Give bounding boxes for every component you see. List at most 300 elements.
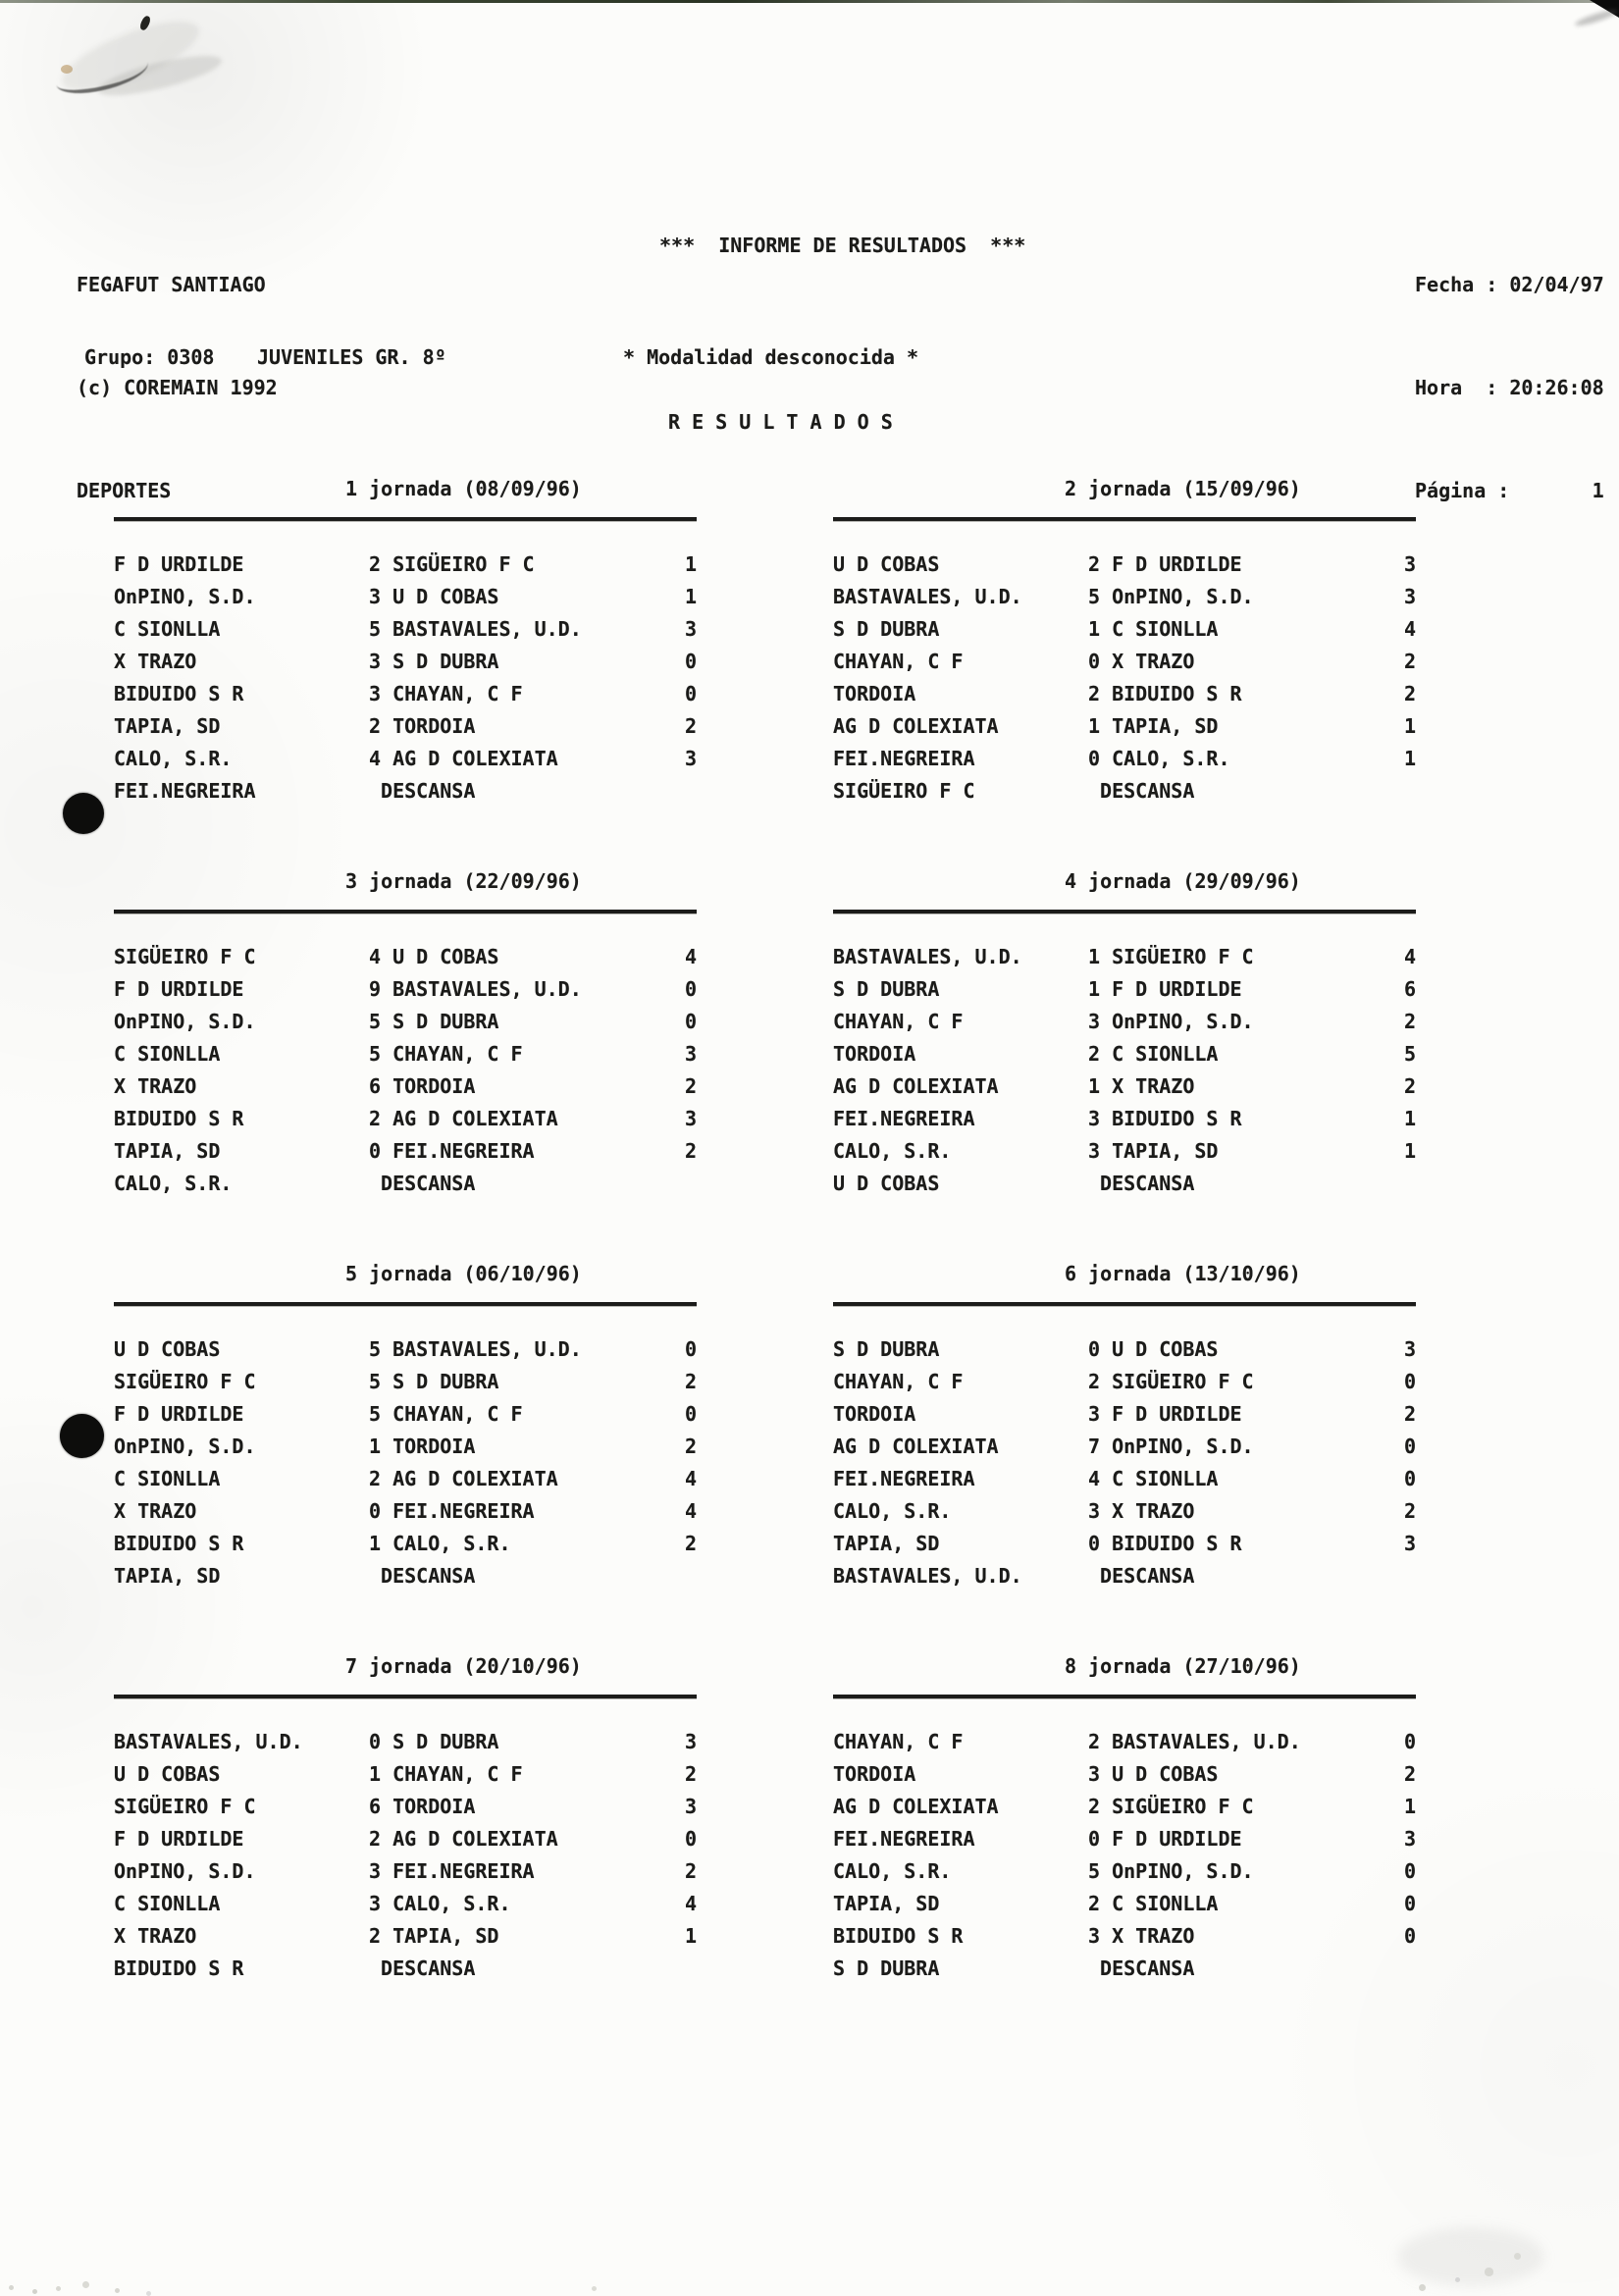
away-score: 0: [1403, 1435, 1416, 1458]
home-team: CHAYAN, C F: [833, 650, 964, 673]
home-score: 1: [1088, 945, 1101, 968]
match-middle: [1088, 775, 1392, 808]
jornada-block: [833, 1262, 1416, 1592]
jornada-title: 3 jornada (22/09/96): [345, 869, 582, 893]
home-team: CALO, S.R.: [833, 1499, 952, 1523]
home-team: C SIONLLA: [114, 1042, 221, 1066]
home-score: 4: [1088, 1467, 1101, 1490]
match-middle: [369, 1953, 673, 1985]
match-row: [833, 775, 1416, 808]
away-team: OnPINO, S.D.: [1112, 1010, 1254, 1033]
away-score: 0: [1403, 1892, 1416, 1915]
match-row: [833, 1953, 1416, 1985]
away-score: 3: [684, 1107, 697, 1130]
home-team: U D COBAS: [833, 552, 940, 576]
home-team: TORDOIA: [833, 1762, 916, 1786]
jornada-block: [114, 477, 697, 808]
match-middle: [1088, 1366, 1392, 1398]
jornada-results: [833, 548, 1416, 808]
match-row: [114, 1920, 697, 1953]
match-row: [833, 1791, 1416, 1823]
away-score: 4: [684, 1892, 697, 1915]
match-row: [114, 775, 697, 808]
jornada-block: [114, 1262, 697, 1592]
home-score: 0: [369, 1730, 382, 1753]
match-row: [114, 1135, 697, 1168]
match-middle: [369, 1888, 673, 1920]
match-middle: [369, 1168, 673, 1200]
match-row: [114, 613, 697, 646]
away-team: TORDOIA: [392, 1435, 476, 1458]
match-middle: [1088, 1168, 1392, 1200]
match-row: [114, 1431, 697, 1463]
jornada-results: [833, 941, 1416, 1200]
home-score: [369, 1957, 381, 1980]
home-team: F D URDILDE: [114, 552, 244, 576]
away-team: S D DUBRA: [392, 1370, 499, 1393]
away-score: 3: [1403, 585, 1416, 608]
home-score: 1: [1088, 617, 1101, 641]
away-team: OnPINO, S.D.: [1112, 585, 1254, 608]
home-score: 5: [369, 1370, 382, 1393]
jornada-title: 6 jornada (13/10/96): [1065, 1262, 1301, 1285]
away-score: 0: [684, 977, 697, 1001]
home-team: FEI.NEGREIRA: [833, 1467, 975, 1490]
away-team: AG D COLEXIATA: [392, 1467, 558, 1490]
match-middle: [369, 1855, 673, 1888]
away-score: 3: [1403, 552, 1416, 576]
home-score: [1088, 779, 1100, 803]
away-team: CHAYAN, C F: [392, 1042, 523, 1066]
away-team: X TRAZO: [1112, 650, 1195, 673]
group-label: Grupo: 0308: [84, 345, 215, 369]
scan-smudge: [1397, 2227, 1544, 2286]
match-middle: [1088, 1920, 1392, 1953]
away-team: CHAYAN, C F: [392, 1762, 523, 1786]
home-score: 2: [1088, 1370, 1101, 1393]
away-score: [673, 1560, 697, 1592]
away-team: CALO, S.R.: [1112, 747, 1230, 770]
match-middle: [1088, 613, 1392, 646]
jornada-title: 1 jornada (08/09/96): [345, 477, 582, 500]
match-row: [833, 1038, 1416, 1070]
away-team: TORDOIA: [392, 1795, 476, 1818]
match-row: [833, 710, 1416, 743]
match-middle: [1088, 1135, 1392, 1168]
home-score: 3: [1088, 1924, 1101, 1948]
home-score: 4: [369, 945, 382, 968]
home-team: CHAYAN, C F: [833, 1010, 964, 1033]
match-row: [833, 613, 1416, 646]
jornada-results: [114, 548, 697, 808]
match-middle: [369, 1758, 673, 1791]
home-team: SIGÜEIRO F C: [114, 1370, 256, 1393]
match-row: [833, 1888, 1416, 1920]
home-team: F D URDILDE: [114, 1827, 244, 1851]
home-team: S D DUBRA: [833, 1957, 940, 1980]
jornada-divider: [833, 910, 1416, 913]
home-team: BIDUIDO S R: [114, 1107, 244, 1130]
match-middle: [369, 710, 673, 743]
away-team: DESCANSA: [1100, 1564, 1195, 1588]
home-score: 2: [369, 714, 382, 738]
away-score: 1: [1403, 1107, 1416, 1130]
home-team: BASTAVALES, U.D.: [833, 585, 1022, 608]
away-score: 4: [684, 1499, 697, 1523]
away-team: DESCANSA: [381, 1172, 476, 1195]
match-row: [833, 1495, 1416, 1528]
home-team: X TRAZO: [114, 1499, 197, 1523]
match-middle: [369, 775, 673, 808]
match-row: [114, 646, 697, 678]
away-score: 3: [1403, 1337, 1416, 1361]
match-row: [114, 1070, 697, 1103]
away-team: C SIONLLA: [1112, 1892, 1219, 1915]
match-middle: [1088, 1038, 1392, 1070]
away-team: DESCANSA: [1100, 779, 1195, 803]
away-team: BASTAVALES, U.D.: [1112, 1730, 1301, 1753]
match-middle: [1088, 1006, 1392, 1038]
jornada-block: [833, 477, 1416, 808]
home-score: 3: [1088, 1107, 1101, 1130]
home-team: X TRAZO: [114, 650, 197, 673]
home-team: AG D COLEXIATA: [833, 1435, 999, 1458]
home-team: U D COBAS: [833, 1172, 940, 1195]
match-middle: [369, 1726, 673, 1758]
jornada-block: [833, 869, 1416, 1200]
match-row: [114, 973, 697, 1006]
away-score: 3: [684, 1042, 697, 1066]
match-row: [114, 1168, 697, 1200]
home-score: [369, 1172, 381, 1195]
jornada-divider: [114, 1302, 697, 1306]
match-middle: [1088, 1398, 1392, 1431]
jornada-divider: [114, 517, 697, 521]
home-team: FEI.NEGREIRA: [833, 1107, 975, 1130]
home-team: C SIONLLA: [114, 617, 221, 641]
home-score: [369, 1564, 381, 1588]
away-team: U D COBAS: [1112, 1762, 1219, 1786]
match-middle: [369, 1431, 673, 1463]
match-row: [114, 1366, 697, 1398]
home-score: 0: [1088, 747, 1101, 770]
match-row: [833, 1070, 1416, 1103]
away-team: CALO, S.R.: [392, 1892, 511, 1915]
match-middle: [1088, 678, 1392, 710]
away-team: BIDUIDO S R: [1112, 682, 1242, 705]
home-score: 3: [369, 1892, 382, 1915]
away-score: [673, 1953, 697, 1985]
match-row: [114, 1528, 697, 1560]
away-team: U D COBAS: [392, 585, 499, 608]
away-team: SIGÜEIRO F C: [392, 552, 535, 576]
away-score: 0: [684, 1337, 697, 1361]
match-row: [114, 1855, 697, 1888]
away-team: SIGÜEIRO F C: [1112, 1795, 1254, 1818]
match-row: [833, 1366, 1416, 1398]
home-score: 3: [1088, 1762, 1101, 1786]
home-score: 4: [369, 747, 382, 770]
home-score: [1088, 1564, 1100, 1588]
match-row: [833, 548, 1416, 581]
match-middle: [369, 1038, 673, 1070]
home-score: 1: [369, 1762, 382, 1786]
jornada-divider: [833, 1695, 1416, 1698]
away-score: 1: [1403, 1139, 1416, 1163]
away-team: DESCANSA: [1100, 1957, 1195, 1980]
away-score: 0: [1403, 1924, 1416, 1948]
match-row: [114, 1006, 697, 1038]
away-team: X TRAZO: [1112, 1924, 1195, 1948]
home-score: 2: [369, 1827, 382, 1851]
home-team: SIGÜEIRO F C: [114, 1795, 256, 1818]
match-middle: [1088, 1823, 1392, 1855]
home-score: [1088, 1172, 1100, 1195]
copyright-line: (c) COREMAIN 1992: [77, 376, 278, 399]
match-row: [833, 1398, 1416, 1431]
home-score: 2: [369, 1107, 382, 1130]
home-team: BIDUIDO S R: [833, 1924, 964, 1948]
match-row: [833, 1431, 1416, 1463]
match-middle: [369, 1495, 673, 1528]
away-team: DESCANSA: [1100, 1172, 1195, 1195]
home-score: 2: [1088, 552, 1101, 576]
jornada-divider: [114, 910, 697, 913]
away-score: 2: [1403, 1074, 1416, 1098]
away-team: S D DUBRA: [392, 650, 499, 673]
match-middle: [1088, 1528, 1392, 1560]
away-team: F D URDILDE: [1112, 552, 1242, 576]
match-middle: [369, 1333, 673, 1366]
home-score: 2: [1088, 1042, 1101, 1066]
date-line: Fecha : 02/04/97: [1415, 273, 1604, 296]
jornada-title: 5 jornada (06/10/96): [345, 1262, 582, 1285]
away-team: CHAYAN, C F: [392, 1402, 523, 1426]
match-middle: [369, 1135, 673, 1168]
away-team: C SIONLLA: [1112, 1467, 1219, 1490]
away-team: BASTAVALES, U.D.: [392, 1337, 582, 1361]
away-team: BASTAVALES, U.D.: [392, 977, 582, 1001]
away-score: 0: [684, 1010, 697, 1033]
match-row: [114, 1398, 697, 1431]
jornada-results: [833, 1726, 1416, 1985]
match-row: [833, 1560, 1416, 1592]
home-team: BIDUIDO S R: [114, 1957, 244, 1980]
home-score: 5: [369, 1337, 382, 1361]
scan-edge-strip: [0, 0, 1619, 3]
match-row: [114, 548, 697, 581]
home-team: SIGÜEIRO F C: [114, 945, 256, 968]
match-middle: [1088, 743, 1392, 775]
match-middle: [1088, 1758, 1392, 1791]
match-row: [833, 1528, 1416, 1560]
away-team: AG D COLEXIATA: [392, 1827, 558, 1851]
home-team: AG D COLEXIATA: [833, 1795, 999, 1818]
match-row: [833, 973, 1416, 1006]
home-team: BASTAVALES, U.D.: [114, 1730, 303, 1753]
home-score: 6: [369, 1795, 382, 1818]
jornada-title: 2 jornada (15/09/96): [1065, 477, 1301, 500]
home-team: TORDOIA: [833, 1402, 916, 1426]
home-score: 9: [369, 977, 382, 1001]
jornada-results: [114, 941, 697, 1200]
department-line: DEPORTES: [77, 479, 172, 502]
away-team: TAPIA, SD: [1112, 1139, 1219, 1163]
report-title: *** INFORME DE RESULTADOS ***: [659, 234, 1026, 257]
away-team: AG D COLEXIATA: [392, 1107, 558, 1130]
home-score: 7: [1088, 1435, 1101, 1458]
away-score: [1392, 1560, 1416, 1592]
away-score: 2: [684, 1370, 697, 1393]
away-score: 0: [1403, 1467, 1416, 1490]
match-middle: [369, 646, 673, 678]
home-team: F D URDILDE: [114, 977, 244, 1001]
home-score: [369, 779, 381, 803]
away-team: X TRAZO: [1112, 1499, 1195, 1523]
home-team: FEI.NEGREIRA: [833, 1827, 975, 1851]
page-number-line: Página : 1: [1415, 479, 1604, 502]
home-team: X TRAZO: [114, 1074, 197, 1098]
away-score: 1: [684, 1924, 697, 1948]
away-score: 5: [1403, 1042, 1416, 1066]
home-team: CALO, S.R.: [114, 1172, 233, 1195]
match-middle: [1088, 1070, 1392, 1103]
away-score: 0: [684, 1402, 697, 1426]
away-score: 2: [1403, 682, 1416, 705]
match-row: [833, 743, 1416, 775]
home-score: 3: [369, 650, 382, 673]
away-team: SIGÜEIRO F C: [1112, 1370, 1254, 1393]
away-score: 2: [684, 1074, 697, 1098]
home-score: 5: [369, 617, 382, 641]
away-score: 6: [1403, 977, 1416, 1001]
away-score: 0: [684, 650, 697, 673]
away-score: 0: [1403, 1859, 1416, 1883]
away-team: SIGÜEIRO F C: [1112, 945, 1254, 968]
match-middle: [1088, 1726, 1392, 1758]
home-team: TORDOIA: [833, 1042, 916, 1066]
home-team: OnPINO, S.D.: [114, 1435, 256, 1458]
home-score: 1: [1088, 714, 1101, 738]
away-team: C SIONLLA: [1112, 1042, 1219, 1066]
away-team: S D DUBRA: [392, 1730, 499, 1753]
match-middle: [1088, 1431, 1392, 1463]
match-row: [114, 1888, 697, 1920]
home-score: 3: [1088, 1402, 1101, 1426]
home-team: OnPINO, S.D.: [114, 585, 256, 608]
home-team: CHAYAN, C F: [833, 1370, 964, 1393]
away-score: 1: [1403, 747, 1416, 770]
home-score: 5: [369, 1402, 382, 1426]
match-row: [833, 1920, 1416, 1953]
away-score: 3: [1403, 1827, 1416, 1851]
match-middle: [369, 941, 673, 973]
scan-specks: [0, 0, 3, 3]
match-row: [833, 1333, 1416, 1366]
match-middle: [369, 1791, 673, 1823]
match-middle: [369, 1823, 673, 1855]
match-middle: [1088, 1333, 1392, 1366]
home-team: U D COBAS: [114, 1337, 221, 1361]
away-score: 1: [684, 585, 697, 608]
away-score: 0: [1403, 1730, 1416, 1753]
match-row: [833, 1855, 1416, 1888]
match-middle: [369, 1103, 673, 1135]
match-middle: [1088, 973, 1392, 1006]
home-score: 3: [369, 1859, 382, 1883]
match-middle: [369, 973, 673, 1006]
home-team: OnPINO, S.D.: [114, 1010, 256, 1033]
away-score: 2: [684, 1762, 697, 1786]
match-row: [114, 1495, 697, 1528]
away-team: F D URDILDE: [1112, 1402, 1242, 1426]
away-score: 1: [684, 552, 697, 576]
home-score: 5: [1088, 585, 1101, 608]
home-team: TAPIA, SD: [833, 1892, 940, 1915]
home-team: BIDUIDO S R: [114, 1532, 244, 1555]
match-middle: [369, 1463, 673, 1495]
away-score: 3: [684, 617, 697, 641]
away-team: OnPINO, S.D.: [1112, 1435, 1254, 1458]
match-row: [114, 1823, 697, 1855]
org-name: FEGAFUT SANTIAGO: [77, 273, 266, 296]
match-row: [114, 678, 697, 710]
home-team: S D DUBRA: [833, 617, 940, 641]
match-middle: [1088, 1953, 1392, 1985]
match-middle: [369, 1366, 673, 1398]
home-score: 0: [1088, 650, 1101, 673]
match-middle: [369, 581, 673, 613]
match-row: [833, 1823, 1416, 1855]
away-team: U D COBAS: [1112, 1337, 1219, 1361]
match-middle: [1088, 581, 1392, 613]
away-score: 1: [1403, 1795, 1416, 1818]
away-score: 2: [1403, 1762, 1416, 1786]
away-score: [1392, 1168, 1416, 1200]
match-middle: [1088, 1103, 1392, 1135]
away-score: 2: [684, 1859, 697, 1883]
away-team: TORDOIA: [392, 1074, 476, 1098]
away-team: X TRAZO: [1112, 1074, 1195, 1098]
match-row: [833, 1463, 1416, 1495]
match-middle: [369, 1070, 673, 1103]
home-team: F D URDILDE: [114, 1402, 244, 1426]
match-row: [833, 678, 1416, 710]
home-score: 1: [369, 1435, 382, 1458]
match-middle: [369, 1920, 673, 1953]
match-row: [114, 1560, 697, 1592]
match-middle: [369, 1006, 673, 1038]
away-score: 0: [684, 1827, 697, 1851]
away-score: 3: [684, 1730, 697, 1753]
home-team: AG D COLEXIATA: [833, 714, 999, 738]
home-score: 5: [369, 1042, 382, 1066]
away-team: F D URDILDE: [1112, 1827, 1242, 1851]
match-row: [114, 1103, 697, 1135]
jornada-divider: [833, 1302, 1416, 1306]
home-score: 2: [369, 1467, 382, 1490]
home-score: 3: [1088, 1010, 1101, 1033]
home-score: 3: [1088, 1139, 1101, 1163]
away-score: 4: [684, 945, 697, 968]
home-team: FEI.NEGREIRA: [114, 779, 256, 803]
away-team: BIDUIDO S R: [1112, 1532, 1242, 1555]
home-score: 0: [369, 1139, 382, 1163]
match-row: [833, 1006, 1416, 1038]
jornada-results: [114, 1333, 697, 1592]
away-score: [673, 775, 697, 808]
away-team: FEI.NEGREIRA: [392, 1139, 535, 1163]
